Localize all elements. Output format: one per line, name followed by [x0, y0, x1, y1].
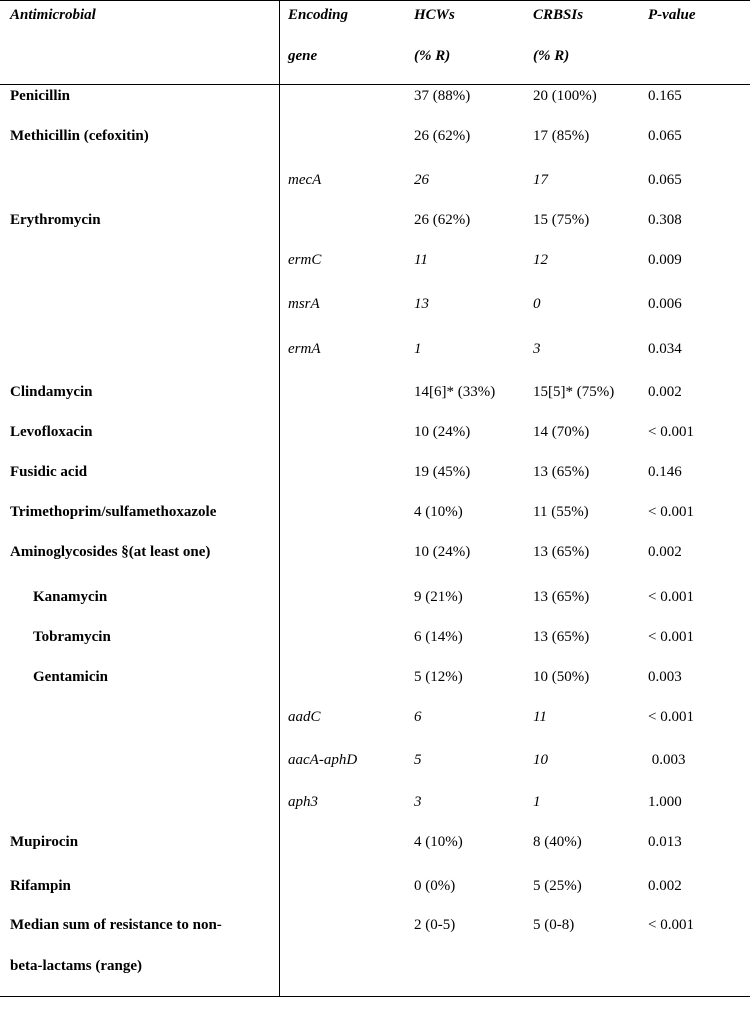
- row-pvalue: < 0.001: [648, 504, 694, 520]
- row-pvalue: 0.013: [648, 834, 682, 850]
- row-hcws: 26 (62%): [414, 128, 471, 144]
- row-antimicrobial: Aminoglycosides §(at least one): [10, 544, 211, 560]
- row-crbsis: 15[5]* (75%): [533, 384, 615, 400]
- row-crbsis: 17: [533, 172, 548, 188]
- row-antimicrobial: Levofloxacin: [10, 424, 93, 440]
- row-hcws: 0 (0%): [414, 878, 456, 894]
- row-crbsis: 13 (65%): [533, 589, 590, 605]
- header-antimicrobial: Antimicrobial: [10, 7, 96, 23]
- row-hcws: 26: [414, 172, 429, 188]
- row-crbsis: 11: [533, 709, 547, 725]
- row-crbsis: 1: [533, 794, 541, 810]
- row-crbsis: 11 (55%): [533, 504, 589, 520]
- row-pvalue: < 0.001: [648, 709, 694, 725]
- row-gene: msrA: [288, 296, 320, 312]
- row-crbsis: 10 (50%): [533, 669, 590, 685]
- row-antimicrobial: Methicillin (cefoxitin): [10, 128, 149, 144]
- row-pvalue: < 0.001: [648, 917, 694, 933]
- row-pvalue: 0.034: [648, 341, 682, 357]
- row-crbsis: 5 (25%): [533, 878, 582, 894]
- row-hcws: 11: [414, 252, 428, 268]
- row-pvalue: 1.000: [648, 794, 682, 810]
- row-pvalue: 0.003: [648, 752, 686, 768]
- header-crbsis-line2: (% R): [533, 48, 570, 64]
- row-hcws: 1: [414, 341, 422, 357]
- row-antimicrobial: Fusidic acid: [10, 464, 88, 480]
- row-crbsis: 10: [533, 752, 548, 768]
- row-antimicrobial-continuation: beta-lactams (range): [10, 958, 143, 974]
- header-hcws-line2: (% R): [414, 48, 451, 64]
- row-crbsis: 3: [533, 341, 541, 357]
- table-bottom-rule: [0, 996, 750, 997]
- row-gene: mecA: [288, 172, 322, 188]
- row-antimicrobial: Gentamicin: [33, 669, 108, 685]
- row-hcws: 14[6]* (33%): [414, 384, 496, 400]
- row-pvalue: 0.002: [648, 878, 682, 894]
- row-gene: aph3: [288, 794, 318, 810]
- row-pvalue: 0.006: [648, 296, 682, 312]
- column-divider: [279, 0, 280, 996]
- header-hcws-line1: HCWs: [414, 7, 455, 23]
- row-pvalue: 0.002: [648, 384, 682, 400]
- row-antimicrobial: Mupirocin: [10, 834, 79, 850]
- row-antimicrobial: Penicillin: [10, 88, 70, 104]
- row-hcws: 37 (88%): [414, 88, 471, 104]
- header-encoding-gene-line1: Encoding: [288, 7, 349, 23]
- row-pvalue: 0.065: [648, 172, 682, 188]
- row-crbsis: 15 (75%): [533, 212, 590, 228]
- row-crbsis: 17 (85%): [533, 128, 590, 144]
- row-gene: aadC: [288, 709, 321, 725]
- row-crbsis: 14 (70%): [533, 424, 590, 440]
- header-bottom-rule: [0, 84, 750, 85]
- row-hcws: 26 (62%): [414, 212, 471, 228]
- row-hcws: 2 (0-5): [414, 917, 456, 933]
- row-crbsis: 13 (65%): [533, 544, 590, 560]
- row-gene: ermC: [288, 252, 322, 268]
- row-hcws: 13: [414, 296, 429, 312]
- row-hcws: 4 (10%): [414, 504, 463, 520]
- row-hcws: 5 (12%): [414, 669, 463, 685]
- row-hcws: 9 (21%): [414, 589, 463, 605]
- row-gene: aacA-aphD: [288, 752, 358, 768]
- row-hcws: 10 (24%): [414, 544, 471, 560]
- row-crbsis: 20 (100%): [533, 88, 597, 104]
- row-hcws: 6 (14%): [414, 629, 463, 645]
- row-crbsis: 13 (65%): [533, 629, 590, 645]
- row-pvalue: 0.146: [648, 464, 682, 480]
- row-crbsis: 12: [533, 252, 548, 268]
- table-top-rule: [0, 0, 750, 1]
- row-crbsis: 8 (40%): [533, 834, 582, 850]
- row-gene: ermA: [288, 341, 321, 357]
- row-antimicrobial: Clindamycin: [10, 384, 93, 400]
- row-hcws: 5: [414, 752, 422, 768]
- row-pvalue: < 0.001: [648, 424, 694, 440]
- row-hcws: 4 (10%): [414, 834, 463, 850]
- row-pvalue: 0.009: [648, 252, 682, 268]
- header-pvalue: P-value: [648, 7, 696, 23]
- row-hcws: 19 (45%): [414, 464, 471, 480]
- row-hcws: 3: [414, 794, 422, 810]
- row-crbsis: 5 (0-8): [533, 917, 575, 933]
- header-crbsis-line1: CRBSIs: [533, 7, 584, 23]
- row-pvalue: 0.003: [648, 669, 682, 685]
- row-antimicrobial: Kanamycin: [33, 589, 108, 605]
- row-pvalue: < 0.001: [648, 629, 694, 645]
- row-pvalue: 0.308: [648, 212, 682, 228]
- row-antimicrobial: Erythromycin: [10, 212, 101, 228]
- row-antimicrobial: Median sum of resistance to non-: [10, 917, 222, 933]
- row-hcws: 6: [414, 709, 422, 725]
- row-pvalue: < 0.001: [648, 589, 694, 605]
- row-antimicrobial: Tobramycin: [33, 629, 111, 645]
- row-antimicrobial: Trimethoprim/sulfamethoxazole: [10, 504, 217, 520]
- row-pvalue: 0.065: [648, 128, 682, 144]
- header-encoding-gene-line2: gene: [288, 48, 318, 64]
- row-crbsis: 13 (65%): [533, 464, 590, 480]
- row-crbsis: 0: [533, 296, 541, 312]
- row-antimicrobial: Rifampin: [10, 878, 71, 894]
- row-pvalue: 0.165: [648, 88, 682, 104]
- row-pvalue: 0.002: [648, 544, 682, 560]
- row-hcws: 10 (24%): [414, 424, 471, 440]
